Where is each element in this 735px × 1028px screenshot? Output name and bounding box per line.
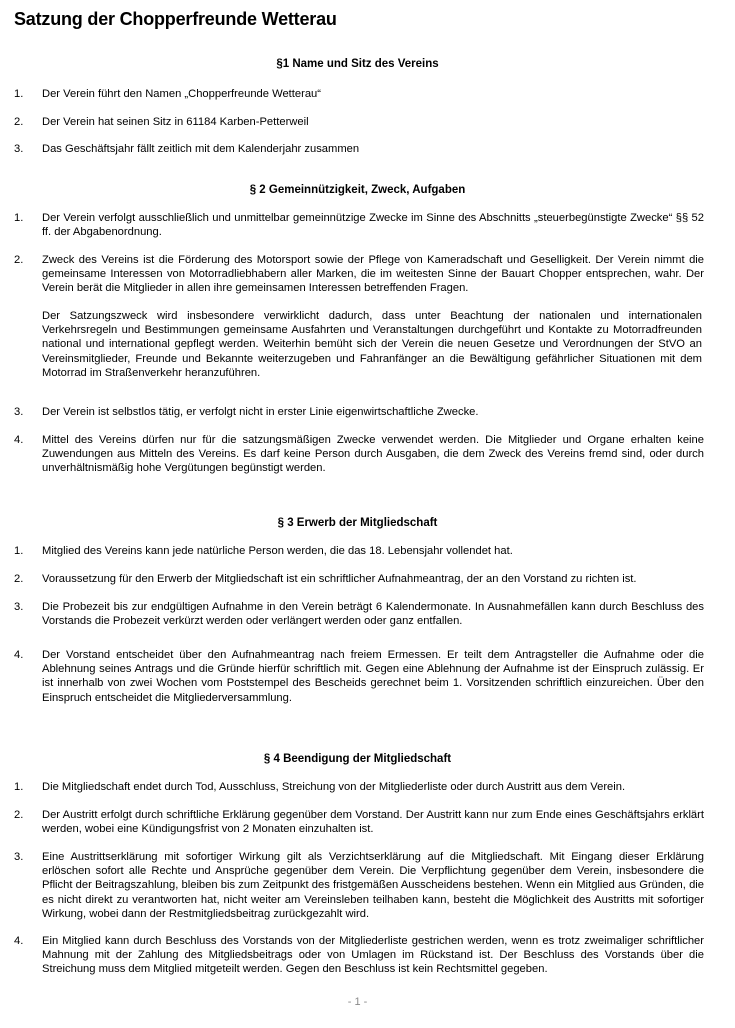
item-text: Der Vorstand entscheidet über den Aufnahmeantrag nach freiem Ermessen. Er teilt dem Antragsteller die Aufnahme oder die Ablehnung seines Antrags und die Gründe hierfür schriftlich mit. Gegen eine Ablehnung der Aufnahme ist der Einspruch zulässig. Er ist innerhalb von zwei Wochen vom Poststempel des Bescheids gerechnet beim 1. Vorsitzenden schriftlich einzureichen. Über den Einspruch entscheidet die Mitgliederversammlung. [42,649,704,704]
item-text: Ein Mitglied kann durch Beschluss des Vorstands von der Mitgliederliste gestrichen werden, wenn es trotz zweimaliger schriftlicher Mahnung mit der Zahlung des Mitgliedsbeitrags oder von Umlagen im Rückstand ist. Der Beschluss des Vorstands über die Streichung muss dem Mitglied mitgeteilt werden. Gegen den Beschluss ist kein Rechtsmittel gegeben. [42,935,704,976]
item-text: Der Austritt erfolgt durch schriftliche Erklärung gegenüber dem Vorstand. Der Austritt kann nur zum Ende eines Geschäftsjahrs erklärt werden, wobei eine Kündigungsfrist von 2 Monaten einzuhalten ist. [42,809,704,836]
item-number: 1. [14,545,24,557]
item-number: 4. [14,434,24,446]
item-number: 4. [14,935,24,947]
list-item [14,648,704,705]
list-item [14,87,704,101]
list-item [14,780,704,794]
item-number: 3. [14,143,24,155]
list-item [14,808,704,836]
list-item [14,544,704,558]
list-item [14,433,704,476]
item-number: 2. [14,809,24,821]
list-item [14,405,704,419]
document-title: Satzung der Chopperfreunde Wetterau [14,9,337,29]
item-number: 2. [14,573,24,585]
item-text: Mittel des Vereins dürfen nur für die satzungsmäßigen Zwecke verwendet werden. Die Mitglieder und Organe erhalten keine Zuwendungen aus Mitteln des Vereins. Es darf keine Person durch Ausgaben, die dem Zweck des Vereins fremd sind, oder durch unverhältnismäßig hohe Vergütungen begünstigt werden. [42,434,704,475]
item-text: Das Geschäftsjahr fällt zeitlich mit dem Kalenderjahr zusammen [42,143,360,155]
list-item [14,572,704,586]
section-heading: § 2 Gemeinnützigkeit, Zweck, Aufgaben [249,184,466,196]
item-text: Der Verein ist selbstlos tätig, er verfolgt nicht in erster Linie eigenwirtschaftliche Zwecke. [42,406,479,418]
item-number: 3. [14,851,24,863]
item-text: Zweck des Vereins ist die Förderung des Motorsport sowie der Pflege von Kameradschaft und Geselligkeit. Der Verein nimmt die gemeinsame Interessen von Motorradliebhabern aller Marken, die im weitesten Sinne der Bauart Chopper entsprechen, wahr. Der Verein berät die Mitglieder in allen ihre gemeinsamen Interessen betreffenden Fragen. [42,254,704,295]
item-text: Der Verein verfolgt ausschließlich und unmittelbar gemeinnützige Zwecke im Sinne des Abschnitts „steuerbegünstigte Zwecke“ §§ 52 ff. der Abgabenordnung. [42,212,704,239]
item-text: Der Verein führt den Namen „Chopperfreunde Wetterau“ [42,88,322,100]
list-item [14,253,704,296]
list-item [14,600,704,628]
item-text: Mitglied des Vereins kann jede natürliche Person werden, die das 18. Lebensjahr vollendet hat. [42,545,513,557]
item-number: 1. [14,88,24,100]
item-number: 3. [14,601,24,613]
item-text: Der Verein hat seinen Sitz in 61184 Karben-Petterweil [42,116,309,128]
list-item [14,211,704,239]
item-number: 2. [14,254,24,266]
item-text: Eine Austrittserklärung mit sofortiger Wirkung gilt als Verzichtserklärung auf die Mitgliedschaft. Mit Eingang dieser Erklärung erlöschen sofort alle Rechte und Ansprüche gegenüber dem Verein. Die Verpflichtung gegenüber dem Verein, insbesondere die Pflicht der Beitragszahlung, bleiben bis zum Zeitpunkt des fristgemäßen Ausscheidens bestehen. Wenn ein Mitglied aus Gründen, die es nicht direkt zu verantworten hat, nicht weiter am Vereinsleben teilhaben kann, besteht die Möglichkeit des Austritts mit sofortiger Wirkung, wobei dann der Restmitgliedsbeitrag zurückgezahlt wird. [42,851,704,920]
section-heading: §1 Name und Sitz des Vereins [276,58,439,70]
section-heading: § 3 Erwerb der Mitgliedschaft [277,517,438,529]
page-number: - 1 - [347,996,368,1008]
list-item [14,850,704,921]
list-item [14,934,704,977]
item-number: 3. [14,406,24,418]
item-number: 1. [14,781,24,793]
paragraph: Der Satzungszweck wird insbesondere verwirklicht dadurch, dass unter Beachtung der nationalen und internationalen Verkehrsregeln und Bestimmungen gemeinsame Ausfahrten und Veranstaltungen durchgeführt und Kontakte zu Motorradfreunden national und international gepflegt werden. Weiterhin bemüht sich der Verein die neuen Gesetze und Verordnungen der StVO an Vereinsmitglieder, Freunde und Bekannte weiterzugeben und Fahranfänger an die Bewältigung gefährlicher Situationen mit dem Motorrad im Straßenverkehr heranzuführen. [42,310,702,379]
list-item [14,115,704,129]
item-text: Voraussetzung für den Erwerb der Mitgliedschaft ist ein schriftlicher Aufnahmeantrag, der an den Vorstand zu richten ist. [42,573,637,585]
item-number: 4. [14,649,24,661]
section-heading: § 4 Beendigung der Mitgliedschaft [263,753,452,765]
item-text: Die Probezeit bis zur endgültigen Aufnahme in den Verein beträgt 6 Kalendermonate. In Ausnahmefällen kann durch Beschluss des Vorstands die Probezeit verkürzt werden oder verlängert werden oder ganz entfallen. [42,601,704,628]
item-number: 2. [14,116,24,128]
item-text: Die Mitgliedschaft endet durch Tod, Ausschluss, Streichung von der Mitgliederliste oder durch Austritt aus dem Verein. [42,781,626,793]
item-number: 1. [14,212,24,224]
list-item [14,142,704,156]
